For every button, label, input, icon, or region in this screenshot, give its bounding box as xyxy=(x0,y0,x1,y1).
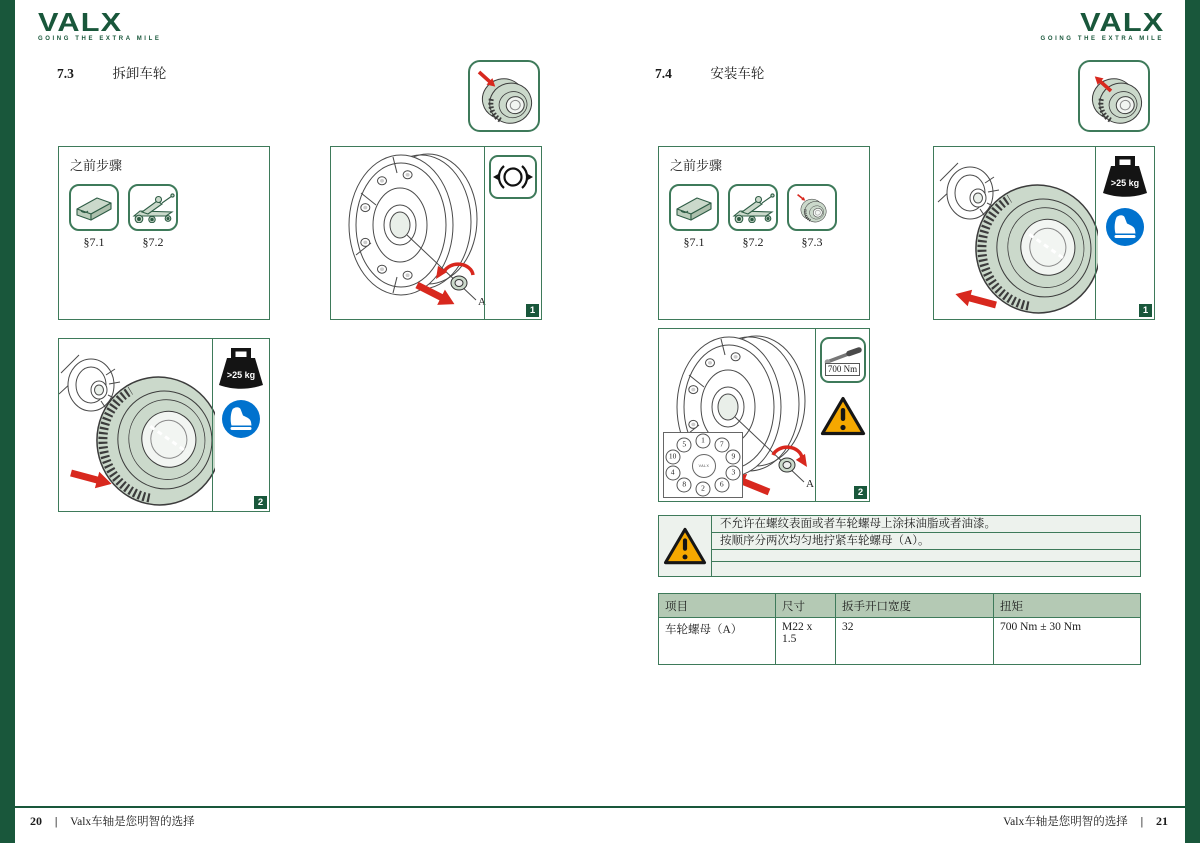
torque-spec-table xyxy=(658,593,1141,665)
col-header-wrench-width: 扳手开口宽度 xyxy=(836,594,994,618)
cell-wrench-width: 32 xyxy=(836,618,994,665)
bolt-sequence-number: 2 xyxy=(696,482,711,497)
figure-install-wheel-step2 xyxy=(658,328,870,502)
warning-triangle-icon xyxy=(820,395,866,437)
footer-tagline: Valx车轴是您明智的选择 xyxy=(70,816,195,828)
bolt-sequence-number: 10 xyxy=(665,450,680,465)
heavy-weight-icon xyxy=(1102,155,1148,197)
safety-boots-icon xyxy=(221,399,261,439)
bolt-sequence-number: 5 xyxy=(677,438,692,453)
figure-remove-wheel-step2 xyxy=(58,338,270,512)
wheel-chock-icon xyxy=(669,184,719,231)
prev-steps-title: 之前步骤 xyxy=(70,158,123,173)
figure-meta-column xyxy=(212,339,269,511)
valx-logo-text: VALX xyxy=(38,7,123,37)
hub-label: VALX xyxy=(692,454,716,478)
warning-line xyxy=(712,550,1140,562)
prev-steps-title: 之前步骤 xyxy=(670,158,723,173)
install-wheel-icon xyxy=(1078,60,1150,132)
bolt-sequence-number: 7 xyxy=(714,438,729,453)
page-number: 20 xyxy=(30,814,42,828)
col-header-torque: 扭矩 xyxy=(994,594,1141,618)
valx-logo-left xyxy=(38,9,161,42)
prev-step-7-1 xyxy=(669,184,719,250)
figure-number-badge: 2 xyxy=(254,496,267,509)
loosen-wheel-nuts-icon xyxy=(489,155,537,199)
footer-separator: | xyxy=(54,816,58,828)
figure-meta-column xyxy=(1095,147,1154,319)
prev-step-label: §7.2 xyxy=(742,235,764,249)
figure-meta-column xyxy=(815,329,869,501)
page-number: 21 xyxy=(1156,814,1168,828)
col-header-size: 尺寸 xyxy=(776,594,836,618)
trolley-jack-icon xyxy=(728,184,778,231)
footer-rule xyxy=(15,806,1185,808)
table-header-row xyxy=(659,594,1141,618)
prev-step-7-2 xyxy=(728,184,778,250)
figure-number-badge: 1 xyxy=(1139,304,1152,317)
torque-label: 700 Nm xyxy=(825,363,860,376)
valx-logo-right xyxy=(1041,9,1164,42)
figure-meta-column xyxy=(484,147,541,319)
bolt-sequence-number: 4 xyxy=(665,465,680,480)
bolt-sequence-number: 3 xyxy=(726,465,741,480)
safety-boots-icon xyxy=(1105,207,1145,247)
prev-steps-tiles xyxy=(59,174,269,250)
prev-step-label: §7.1 xyxy=(83,235,105,249)
prev-step-label: §7.2 xyxy=(142,235,164,249)
heavy-weight-icon xyxy=(218,347,264,389)
prev-step-7-3 xyxy=(787,184,837,250)
footer-tagline: Valx车轴是您明智的选择 xyxy=(1003,816,1128,828)
section-number: 7.3 xyxy=(57,66,74,81)
trolley-jack-icon xyxy=(128,184,178,231)
valx-logo-text: VALX xyxy=(1079,7,1164,37)
bolt-sequence-number: 1 xyxy=(696,433,711,448)
table-row xyxy=(659,618,1141,665)
bolt-sequence-number: 9 xyxy=(726,450,741,465)
prev-step-7-1 xyxy=(69,184,119,250)
brake-drum-illustration xyxy=(331,147,487,319)
weight-label: >25 kg xyxy=(226,370,256,380)
figure-install-wheel-step1 xyxy=(933,146,1155,320)
valx-logo-tagline: GOING THE EXTRA MILE xyxy=(38,36,162,42)
warning-panel xyxy=(658,515,1141,577)
prev-steps-tiles xyxy=(659,174,869,250)
cell-item: 车轮螺母（A） xyxy=(659,618,776,665)
warning-line xyxy=(712,562,1140,576)
left-edge-band xyxy=(0,0,15,843)
torque-wrench-icon xyxy=(820,337,866,383)
prev-steps-box-right xyxy=(658,146,870,320)
section-heading-7-3 xyxy=(57,62,166,82)
valx-logo-tagline: GOING THE EXTRA MILE xyxy=(1040,36,1164,42)
wheel-tire-illustration xyxy=(934,147,1098,319)
right-edge-band xyxy=(1185,0,1200,843)
wheel-chock-icon xyxy=(69,184,119,231)
figure-remove-wheel-step1 xyxy=(330,146,542,320)
warning-text-rows xyxy=(712,516,1140,576)
figure-number-badge: 1 xyxy=(526,304,539,317)
prev-step-label: §7.1 xyxy=(683,235,705,249)
bolt-sequence-number: 8 xyxy=(677,477,692,492)
section-title: 拆卸车轮 xyxy=(112,66,167,81)
remove-wheel-icon xyxy=(787,184,837,231)
part-label-a: A xyxy=(478,296,486,308)
section-heading-7-4 xyxy=(655,62,764,82)
warning-line: 按顺序分两次均匀地拧紧车轮螺母（A）。 xyxy=(712,533,1140,550)
footer-right xyxy=(1003,813,1168,829)
section-number: 7.4 xyxy=(655,66,672,81)
col-header-item: 项目 xyxy=(659,594,776,618)
bolt-sequence-number: 6 xyxy=(714,477,729,492)
figure-number-badge: 2 xyxy=(854,486,867,499)
remove-wheel-icon xyxy=(468,60,540,132)
prev-step-label: §7.3 xyxy=(801,235,823,249)
weight-label: >25 kg xyxy=(1110,178,1140,188)
part-label-a: A xyxy=(806,478,814,490)
wheel-tire-illustration xyxy=(59,339,215,511)
prev-step-7-2 xyxy=(128,184,178,250)
section-title: 安装车轮 xyxy=(710,66,765,81)
cell-size: M22 x 1.5 xyxy=(776,618,836,665)
cell-torque: 700 Nm ± 30 Nm xyxy=(994,618,1141,665)
warning-line: 不允许在螺纹表面或者车轮螺母上涂抹油脂或者油漆。 xyxy=(712,516,1140,533)
warning-triangle-icon xyxy=(659,516,712,576)
bolt-sequence-inset xyxy=(663,432,743,498)
prev-steps-box-left xyxy=(58,146,270,320)
footer-left xyxy=(30,813,195,829)
footer-separator: | xyxy=(1140,816,1144,828)
